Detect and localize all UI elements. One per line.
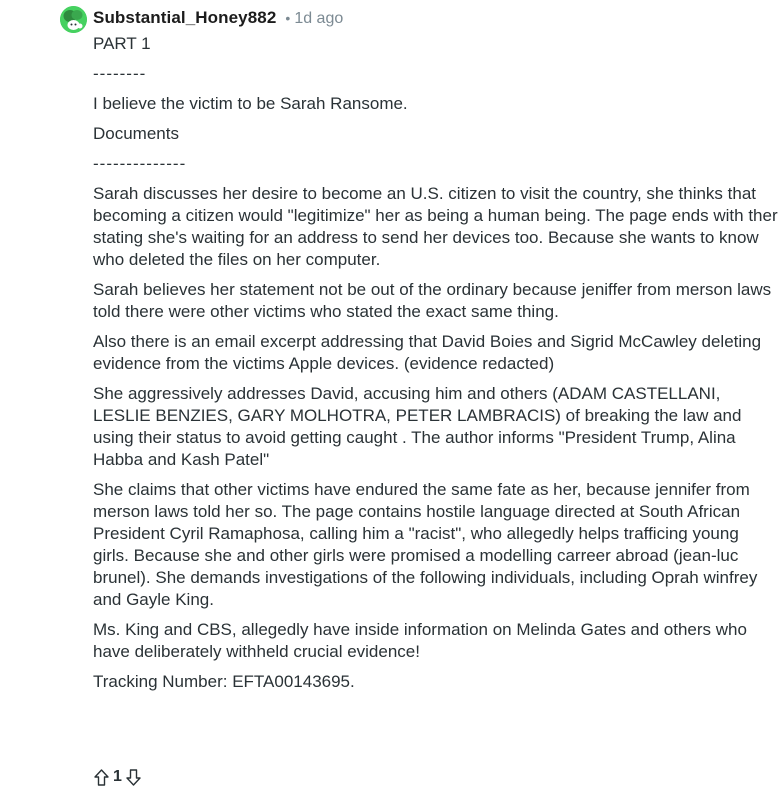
comment-paragraph: Sarah believes her statement not be out of the ordinary because jeniffer from merson laws told there were other victims who stated the exact same thing. bbox=[93, 280, 772, 321]
downvote-arrow-icon bbox=[126, 769, 141, 786]
meta-separator: • bbox=[285, 10, 291, 26]
comment-paragraph: Tracking Number: EFTA00143695. bbox=[93, 672, 355, 691]
comment-paragraph: PART 1 bbox=[93, 34, 151, 53]
comment-paragraph: Also there is an email excerpt addressing that David Boies and Sigrid McCawley deleting evidence from the victims Apple devices. (evidence redacted) bbox=[93, 332, 762, 373]
downvote-button[interactable] bbox=[125, 767, 142, 787]
comment-body bbox=[93, 33, 778, 701]
comment-divider-text: -------- bbox=[93, 64, 147, 83]
vote-score: 1 bbox=[113, 768, 122, 785]
comment-paragraph: She aggressively addresses David, accusing him and others (ADAM CASTELLANI, LESLIE BENZIES, GARY MOLHOTRA, PETER LAMBRACIS) of breaking the law and using their status to avoid getting caught . The author informs "President Trump, Alina Habba and Kash Patel" bbox=[93, 384, 742, 469]
comment-paragraph: Sarah discusses her desire to become an U.S. citizen to visit the country, she thinks that becoming a citizen would "legitimize" her as being a human being. The page ends with ther stating she's waiting for an address to send her devices too. Because she wants to know who deleted the files on her computer. bbox=[93, 184, 778, 269]
comment-paragraph: She claims that other victims have endured the same fate as her, because jennifer from merson laws told her so. The page contains hostile language directed at South African President Cyril Ramaphosa, calling him a "racist", who allegedly helps trafficing young girls. Because she and other girls were promised a modelling carreer abroad (jean-luc brunel). She demands investigations of the following individuals, including Oprah winfrey and Gayle King. bbox=[93, 480, 758, 609]
comment-timestamp[interactable]: 1d ago bbox=[294, 10, 344, 27]
comment-paragraph: I believe the victim to be Sarah Ransome. bbox=[93, 94, 408, 113]
avatar[interactable] bbox=[60, 6, 87, 33]
comment-paragraph: Ms. King and CBS, allegedly have inside information on Melinda Gates and others who have deliberately withheld crucial evidence! bbox=[93, 620, 747, 661]
upvote-arrow-icon bbox=[94, 769, 109, 786]
comment-header bbox=[93, 8, 343, 32]
upvote-button[interactable] bbox=[93, 767, 110, 787]
snoo-avatar-icon bbox=[60, 6, 87, 33]
username-link[interactable]: Substantial_Honey882 bbox=[93, 8, 277, 27]
comment-paragraph: Documents bbox=[93, 124, 179, 143]
vote-bar bbox=[93, 766, 142, 788]
comment-divider-text: -------------- bbox=[93, 154, 187, 173]
